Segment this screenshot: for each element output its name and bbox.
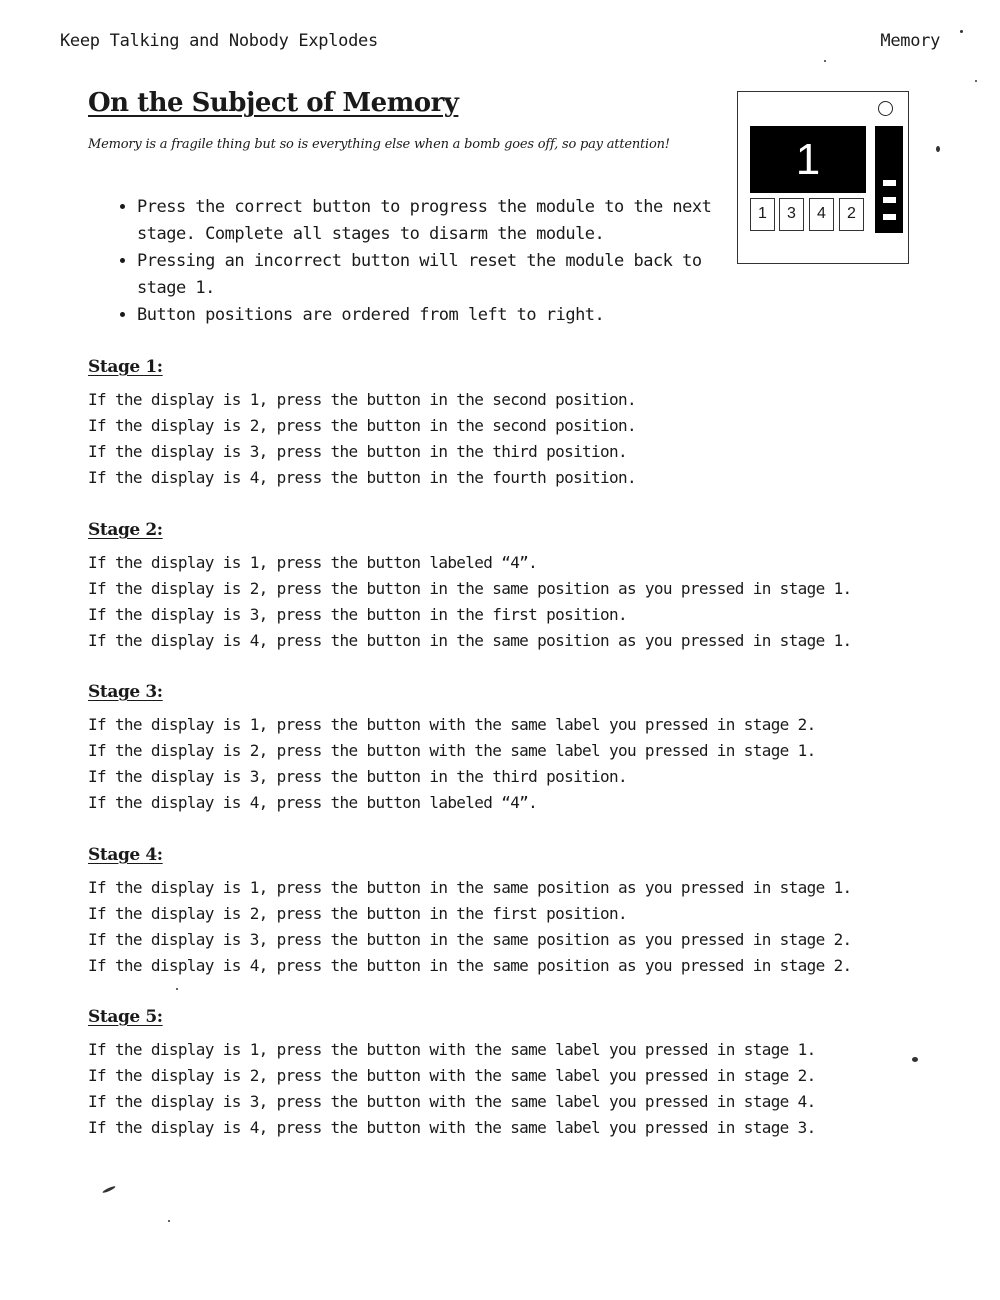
paper-speck <box>960 30 963 33</box>
page-title: On the Subject of Memory <box>88 88 459 118</box>
module-button-4: 2 <box>839 198 864 231</box>
manual-header-title: Keep Talking and Nobody Explodes <box>60 31 378 51</box>
stage-indicator-bar <box>875 126 903 233</box>
stage-rule: If the display is 3, press the button in the third position. <box>88 767 627 786</box>
stage-notch <box>883 180 896 186</box>
paper-speck <box>975 80 977 82</box>
stage-notch <box>883 214 896 220</box>
stage-rule: If the display is 3, press the button in the third position. <box>88 442 627 461</box>
paper-speck <box>176 988 178 990</box>
module-button-3: 4 <box>809 198 834 231</box>
paper-speck <box>168 1220 170 1222</box>
stage-heading: Stage 1: <box>88 357 163 377</box>
paper-speck <box>824 60 826 62</box>
paper-speck <box>936 146 940 152</box>
stage-rule: If the display is 4, press the button in the fourth position. <box>88 468 636 487</box>
stage-rule: If the display is 4, press the button in the same position as you pressed in stage 2. <box>88 956 852 975</box>
stage-rule: If the display is 2, press the button with the same label you pressed in stage 1. <box>88 741 816 760</box>
module-button-2: 3 <box>779 198 804 231</box>
stage-rule: If the display is 4, press the button labeled “4”. <box>88 793 538 812</box>
stage-rule: If the display is 1, press the button with the same label you pressed in stage 1. <box>88 1040 816 1059</box>
stage-2-section <box>88 518 968 654</box>
stage-rule: If the display is 1, press the button with the same label you pressed in stage 2. <box>88 715 816 734</box>
module-button-1: 1 <box>750 198 775 231</box>
stage-rule: If the display is 2, press the button with the same label you pressed in stage 2. <box>88 1066 816 1085</box>
stage-rule: If the display is 3, press the button in the same position as you pressed in stage 2. <box>88 930 852 949</box>
stage-rule: If the display is 1, press the button labeled “4”. <box>88 553 538 572</box>
status-light-icon <box>878 101 893 116</box>
rules-list <box>114 194 737 329</box>
stage-rule: If the display is 3, press the button in the first position. <box>88 605 627 624</box>
stage-rule: If the display is 4, press the button in the same position as you pressed in stage 1. <box>88 631 852 650</box>
rule-item: • Pressing an incorrect button will reset the module back to stage 1. <box>137 248 737 302</box>
stage-4-section <box>88 843 968 979</box>
stage-heading: Stage 5: <box>88 1007 163 1027</box>
stage-rule: If the display is 4, press the button with the same label you pressed in stage 3. <box>88 1118 816 1137</box>
stage-5-section <box>88 1005 968 1141</box>
stage-rule: If the display is 2, press the button in the first position. <box>88 904 627 923</box>
module-button-row <box>750 198 866 231</box>
stage-3-section <box>88 680 968 816</box>
stage-heading: Stage 4: <box>88 845 163 865</box>
rule-item: • Button positions are ordered from left to right. <box>137 302 737 329</box>
stage-rule: If the display is 2, press the button in the same position as you pressed in stage 1. <box>88 579 852 598</box>
stage-rule: If the display is 2, press the button in the second position. <box>88 416 636 435</box>
stage-rule: If the display is 1, press the button in the same position as you pressed in stage 1. <box>88 878 852 897</box>
stage-notch <box>883 197 896 203</box>
stage-1-section <box>88 355 968 491</box>
stage-heading: Stage 2: <box>88 520 163 540</box>
module-display: 1 <box>750 126 866 193</box>
rule-item: • Press the correct button to progress the module to the next stage. Complete all stages to disarm the module. <box>137 194 737 248</box>
stage-heading: Stage 3: <box>88 682 163 702</box>
stage-rule: If the display is 3, press the button with the same label you pressed in stage 4. <box>88 1092 816 1111</box>
module-name-header: Memory <box>880 31 940 51</box>
memory-module-diagram <box>737 91 909 264</box>
intro-text: Memory is a fragile thing but so is everything else when a bomb goes off, so pay attention! <box>88 137 670 152</box>
paper-speck <box>912 1057 918 1062</box>
paper-speck <box>102 1185 116 1194</box>
stage-rule: If the display is 1, press the button in the second position. <box>88 390 636 409</box>
